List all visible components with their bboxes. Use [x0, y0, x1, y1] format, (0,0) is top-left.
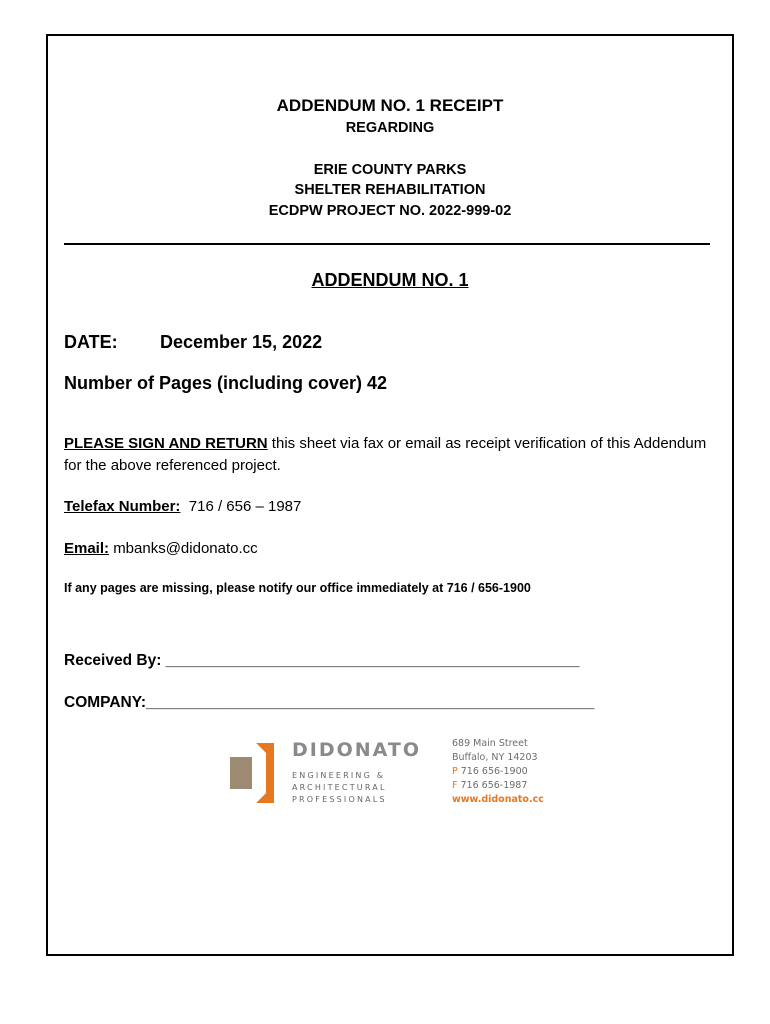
instructions-lead: PLEASE SIGN AND RETURN	[64, 435, 268, 452]
regarding-label: REGARDING	[345, 120, 435, 136]
tagline-line-1: ENGINEERING &	[292, 771, 386, 780]
email-label: Email:	[64, 540, 110, 557]
company-line[interactable]: COMPANY:____________________________________________________	[64, 694, 595, 711]
missing-pages-note: If any pages are missing, please notify our office immediately at 716 / 656-1900	[64, 581, 531, 595]
project-line-3: ECDPW PROJECT NO. 2022-999-02	[268, 203, 512, 219]
phone-line	[452, 765, 544, 779]
addendum-title: ADDENDUM NO. 1	[311, 270, 469, 290]
instructions-text: this sheet via fax or email as receipt verification of this Addendum for the above referenced project.	[64, 435, 707, 474]
telefax-value: 716 / 656 – 1987	[188, 498, 302, 515]
receipt-title: ADDENDUM NO. 1 RECEIPT	[276, 96, 504, 115]
fax-prefix: F	[452, 780, 458, 791]
fax-line	[452, 779, 544, 793]
firm-tagline	[292, 770, 387, 806]
email-line	[64, 538, 258, 560]
instructions-paragraph	[64, 433, 714, 477]
document-page	[46, 34, 734, 956]
address-line-1: 689 Main Street	[452, 738, 528, 749]
page-count: Number of Pages (including cover) 42	[64, 373, 388, 393]
header-divider	[64, 243, 710, 245]
date-value: December 15, 2022	[160, 332, 323, 352]
tagline-line-3: PROFESSIONALS	[292, 795, 387, 804]
project-line-1: ERIE COUNTY PARKS	[313, 162, 467, 178]
website-link[interactable]: www.didonato.cc	[452, 794, 544, 805]
firm-name: DIDONATO	[292, 739, 422, 761]
received-by-line[interactable]: Received By: ________________________________________________	[64, 652, 580, 669]
phone-prefix: P	[452, 766, 458, 777]
firm-contact-block	[452, 737, 544, 807]
fax-number: 716 656-1987	[460, 780, 528, 791]
project-line-2: SHELTER REHABILITATION	[294, 182, 486, 198]
didonato-mark-icon	[230, 743, 278, 803]
telefax-line	[64, 496, 301, 518]
phone-number: 716 656-1900	[460, 766, 528, 777]
telefax-label: Telefax Number:	[64, 498, 181, 515]
tagline-line-2: ARCHITECTURAL	[292, 783, 387, 792]
date-label: DATE:	[64, 332, 118, 352]
email-value[interactable]: mbanks@didonato.cc	[113, 540, 258, 557]
address-line-2: Buffalo, NY 14203	[452, 752, 538, 763]
